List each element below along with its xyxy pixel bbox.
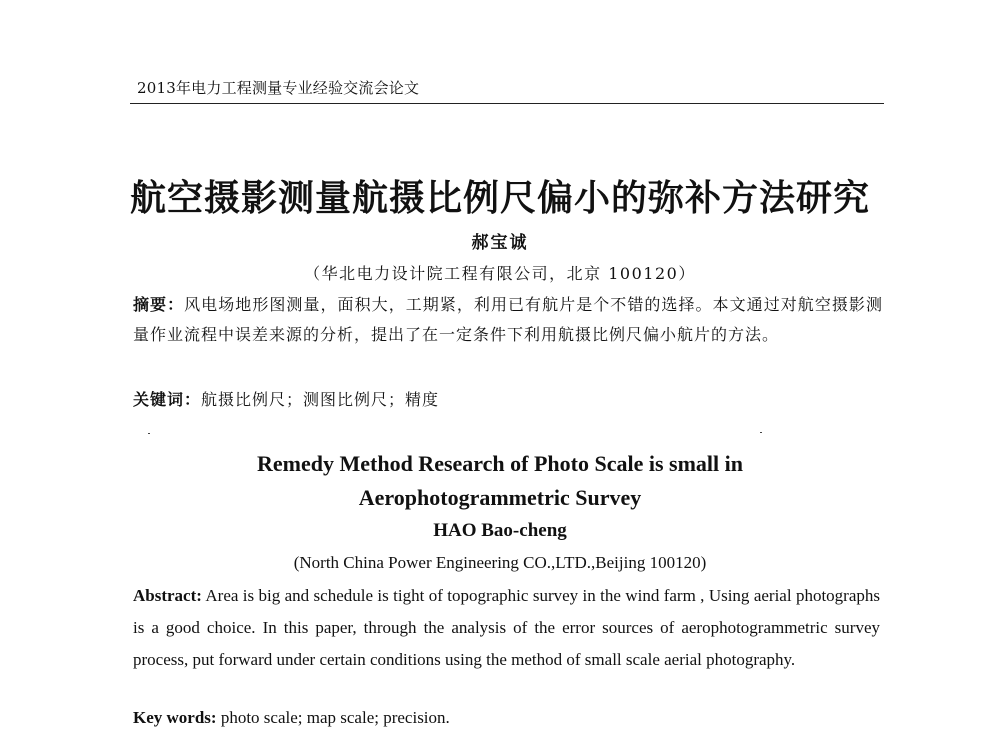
scan-speck <box>148 433 150 434</box>
running-header: 2013年电力工程测量专业经验交流会论文 <box>137 79 420 97</box>
en-abstract <box>133 580 880 676</box>
en-keywords-text: photo scale; map scale; precision. <box>220 708 450 727</box>
en-abstract-label: Abstract: <box>133 586 202 605</box>
en-author: HAO Bao-cheng <box>433 520 567 541</box>
header-rule <box>130 103 884 104</box>
en-affiliation: (North China Power Engineering CO.,LTD.,Beijing 100120) <box>293 553 707 572</box>
cn-abstract-label: 摘要： <box>133 295 185 314</box>
en-keywords-label: Key words: <box>133 708 217 727</box>
cn-abstract-text: 风电场地形图测量，面积大，工期紧，利用已有航片是个不错的选择。本文通过对航空摄影测量作业流程中误差来源的分析，提出了在一定条件下利用航摄比例尺偏小航片的方法。 <box>133 295 883 344</box>
en-abstract-text: Area is big and schedule is tight of topographic survey in the wind farm , Using aerial photographs is a good choice. In this paper, through the analysis of the error sources of aerophotogrammetric survey process, put forward under certain conditions using the method of small scale aerial photography. <box>133 586 880 669</box>
cn-keywords <box>133 387 439 410</box>
cn-title: 航空摄影测量航摄比例尺偏小的弥补方法研究 <box>129 178 870 219</box>
cn-abstract <box>133 290 883 350</box>
en-keywords <box>133 708 450 728</box>
cn-affiliation: （华北电力设计院工程有限公司，北京 100120） <box>304 264 696 283</box>
cn-author: 郝宝诚 <box>471 233 529 253</box>
scan-speck <box>760 432 762 433</box>
cn-keywords-label: 关键词： <box>133 390 202 409</box>
cn-keywords-text: 航摄比例尺；测图比例尺；精度 <box>201 390 440 409</box>
en-title: Remedy Method Research of Photo Scale is small in Aerophotogrammetric Survey <box>257 451 743 510</box>
